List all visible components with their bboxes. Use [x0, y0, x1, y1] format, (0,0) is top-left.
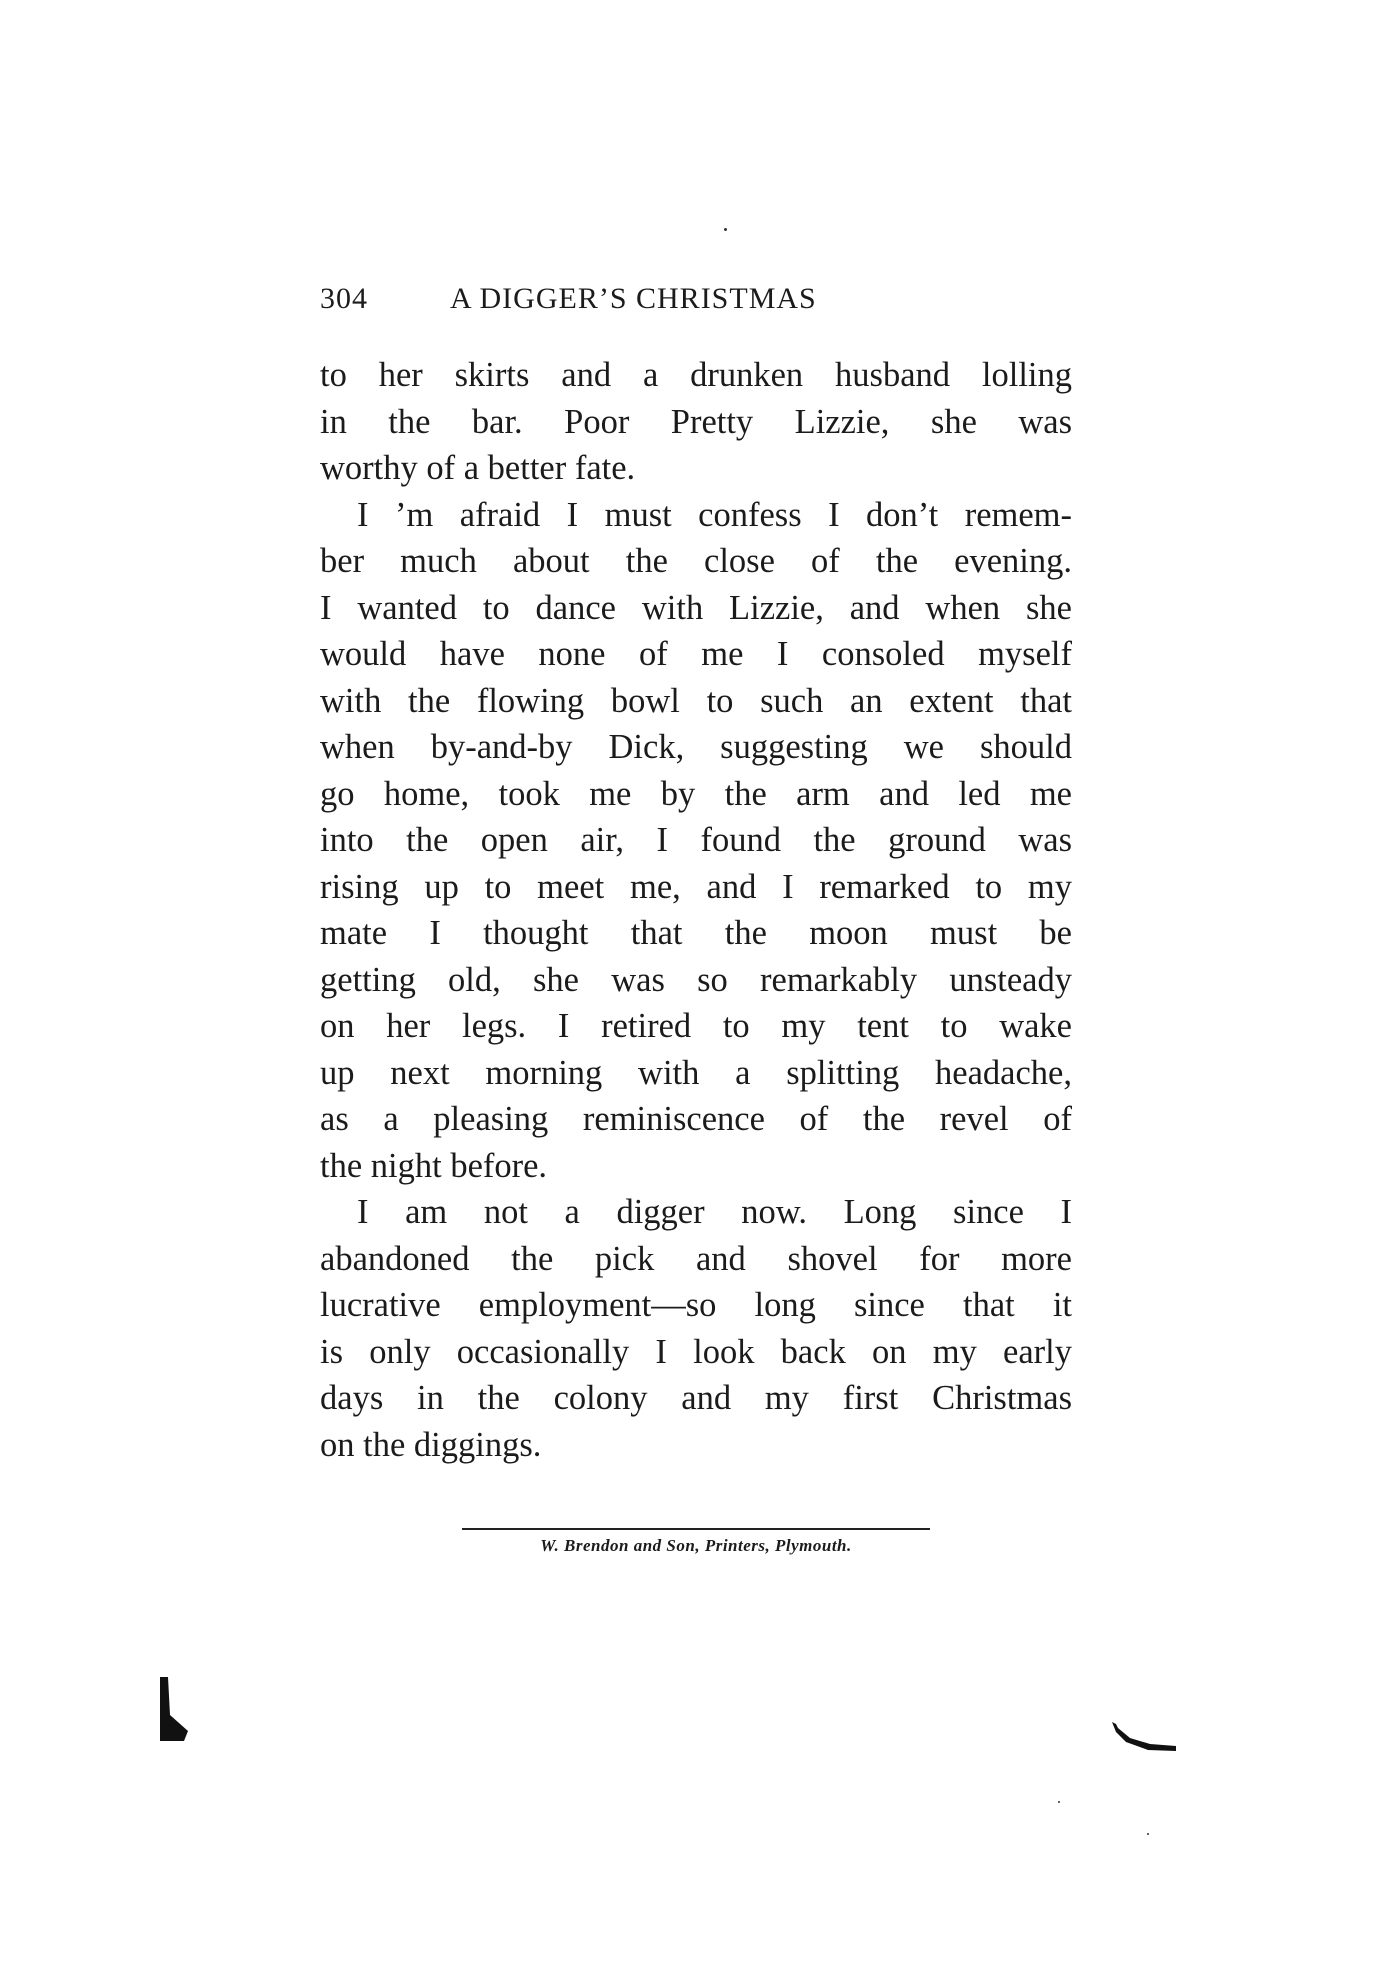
text-line: I am not a digger now. Long since I	[357, 1193, 1072, 1231]
scan-artifact-right	[1110, 1718, 1180, 1758]
text-line: ber much about the close of the evening.	[320, 542, 1072, 580]
text-line: I wanted to dance with Lizzie, and when she	[320, 588, 1072, 627]
printer-imprint: W. Brendon and Son, Printers, Plymouth.	[540, 1536, 852, 1555]
text-line: as a pleasing reminiscence of the revel of	[320, 1100, 1072, 1138]
text-line: when by-and-by Dick, suggesting we should	[320, 728, 1072, 766]
text-line: abandoned the pick and shovel for more	[320, 1239, 1072, 1278]
ink-speck	[1147, 1833, 1149, 1835]
text-line: up next morning with a splitting headache,	[320, 1053, 1072, 1092]
ink-speck	[1058, 1801, 1060, 1803]
text-line: rising up to meet me, and I remarked to my	[320, 867, 1072, 906]
ink-speck	[724, 228, 727, 231]
body-text	[320, 352, 1072, 1468]
footer-rule	[462, 1528, 930, 1530]
text-line: with the flowing bowl to such an extent that	[320, 681, 1072, 720]
text-line: on the diggings.	[320, 1425, 542, 1464]
text-line: mate I thought that the moon must be	[320, 914, 1072, 952]
footer-rule-thick	[462, 1528, 612, 1530]
text-line: worthy of a better fate.	[320, 449, 636, 487]
page-number: 304	[320, 282, 368, 315]
text-line: in the bar. Poor Pretty Lizzie, she was	[320, 402, 1072, 441]
text-line: lucrative employment—so long since that it	[320, 1286, 1072, 1324]
text-line: into the open air, I found the ground was	[320, 821, 1072, 859]
text-line: is only occasionally I look back on my early	[320, 1332, 1072, 1371]
text-line: days in the colony and my first Christmas	[320, 1379, 1072, 1417]
text-line: to her skirts and a drunken husband lolling	[320, 356, 1072, 394]
page-header	[320, 277, 1080, 321]
text-line: I ’m afraid I must confess I don’t remem-	[357, 495, 1072, 534]
text-line: on her legs. I retired to my tent to wake	[320, 1007, 1072, 1045]
text-line: go home, took me by the arm and led me	[320, 774, 1072, 813]
text-line: getting old, she was so remarkably unsteady	[320, 960, 1072, 999]
running-title: A DIGGER’S CHRISTMAS	[450, 282, 817, 315]
text-line: the night before.	[320, 1146, 548, 1185]
scan-artifact-left	[158, 1675, 198, 1745]
text-line: would have none of me I consoled myself	[320, 635, 1072, 673]
